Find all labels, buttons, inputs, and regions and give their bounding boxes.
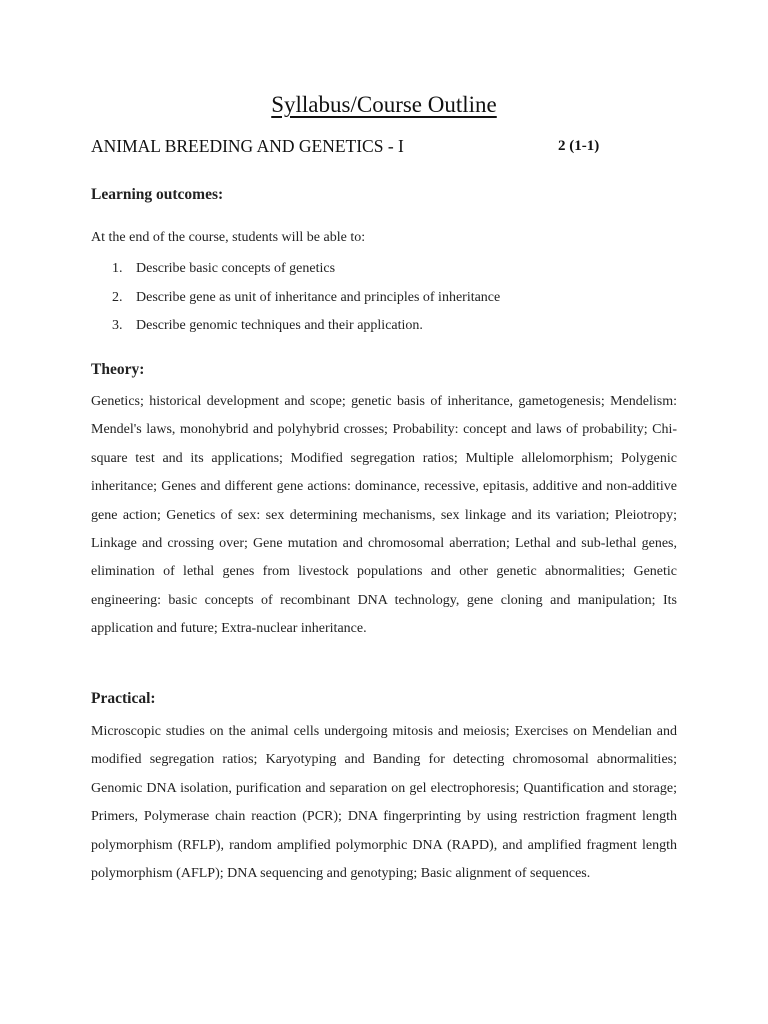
theory-paragraph: Genetics; historical development and scope; genetic basis of inheritance, gametogenesis; Mendelism: Mendel's laws, monohybrid and polyhybrid crosses; Probability: concept and laws of probability; Chi-square test and its applications; Modified segregation ratios; Multiple allelomorphism; Polygenic inheritance; Genes and different gene actions: dominance, recessive, epitasis, additive and non-additive gene action; Genetics of sex: sex determining mechanisms, sex linkage and its variation; Pleiotropy; Linkage and crossing over; Gene mutation and chromosomal aberration; Lethal and sub-lethal genes, elimination of lethal genes from livestock populations and other genetic abnormalities; Genetic engineering: basic concepts of recombinant DNA technology, gene cloning and manipulation; Its application and future; Extra-nuclear inheritance. (91, 394, 677, 637)
practical-paragraph: Microscopic studies on the animal cells undergoing mitosis and meiosis; Exercises on Mendelian and modified segregation ratios; Karyotyping and Banding for detecting chromosomal abnormalities; Genomic DNA isolation, purification and separation on gel electrophoresis; Quantification and storage; Primers, Polymerase chain reaction (PCR); DNA fingerprinting by using restriction fragment length polymorphism (RFLP), random amplified polymorphic DNA (RAPD), and amplified fragment length polymorphism (AFLP); DNA sequencing and genotyping; Basic alignment of sequences. (91, 724, 677, 882)
page-title: Syllabus/Course Outline (271, 92, 497, 117)
list-item-number: 3. (112, 318, 123, 333)
list-item-text: Describe genomic techniques and their application. (136, 318, 423, 333)
course-header (91, 136, 691, 160)
list-item (112, 257, 500, 286)
course-credits: 2 (1-1) (558, 138, 600, 154)
learning-outcomes-intro: At the end of the course, students will be able to: (91, 230, 366, 245)
list-item-text: Describe gene as unit of inheritance and principles of inheritance (136, 289, 501, 305)
learning-outcomes-heading: Learning outcomes: (91, 186, 224, 203)
list-item-number: 2. (112, 289, 123, 305)
list-item (112, 286, 500, 315)
list-item-text: Describe basic concepts of genetics (136, 261, 336, 276)
list-item (112, 314, 500, 343)
course-name: ANIMAL BREEDING AND GENETICS - I (91, 136, 404, 156)
list-item-number: 1. (112, 261, 123, 276)
learning-outcomes-list (112, 257, 500, 343)
theory-heading: Theory: (91, 361, 145, 378)
practical-heading: Practical: (91, 690, 156, 707)
